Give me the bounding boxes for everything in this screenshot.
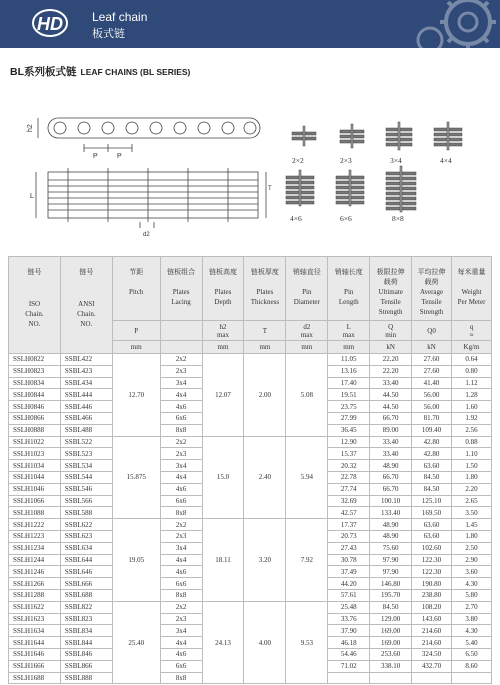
symbol-qw: q ≈	[452, 321, 492, 341]
company-logo-icon	[28, 6, 68, 40]
weight-cell	[452, 672, 492, 684]
table-row	[9, 519, 492, 531]
spec-table-body	[9, 354, 492, 684]
ansi-chain-cell: SSBL888	[60, 672, 112, 684]
ansi-chain-cell: SSBL423	[60, 365, 112, 377]
average-strength-cell: 214.60	[412, 637, 452, 649]
iso-chain-cell: SSLH1023	[9, 448, 61, 460]
weight-cell: 1.92	[452, 412, 492, 424]
ultimate-strength-cell: 253.60	[370, 648, 412, 660]
ansi-chain-cell: SSBL866	[60, 660, 112, 672]
iso-chain-cell: SSLH1623	[9, 613, 61, 625]
pin-length-cell: 36.45	[328, 424, 370, 436]
weight-cell: 2.56	[452, 424, 492, 436]
t-label: T	[268, 186, 272, 192]
ultimate-strength-cell: 100.10	[370, 495, 412, 507]
ultimate-strength-cell: 66.70	[370, 471, 412, 483]
iso-chain-cell: SSLH0822	[9, 354, 61, 366]
lacing-2x2-icon	[292, 126, 316, 146]
weight-cell: 1.10	[452, 448, 492, 460]
unit-q0: kN	[412, 341, 452, 354]
average-strength-cell: 42.80	[412, 436, 452, 448]
pin-diameter-cell: 5.08	[286, 354, 328, 437]
ultimate-strength-cell: 97.90	[370, 554, 412, 566]
iso-chain-cell: SSLH0888	[9, 424, 61, 436]
header-banner	[0, 0, 500, 48]
iso-chain-cell: SSLH1022	[9, 436, 61, 448]
ultimate-strength-cell: 195.70	[370, 589, 412, 601]
lacing-4x6-icon	[286, 170, 314, 206]
p-label-2: P	[117, 153, 122, 160]
lacing-cell: 8x8	[160, 589, 202, 601]
ultimate-strength-cell: 169.00	[370, 625, 412, 637]
pitch-cell: 19.05	[112, 519, 160, 602]
lacing-cell: 6x6	[160, 495, 202, 507]
ansi-chain-cell: SSBL522	[60, 436, 112, 448]
ultimate-strength-cell: 338.10	[370, 660, 412, 672]
lacing-cell: 3x4	[160, 625, 202, 637]
iso-chain-cell: SSLH1034	[9, 460, 61, 472]
average-strength-cell: 125.10	[412, 495, 452, 507]
weight-cell: 2.65	[452, 495, 492, 507]
ultimate-strength-cell: 133.40	[370, 507, 412, 519]
iso-chain-cell: SSLH1666	[9, 660, 61, 672]
weight-cell: 6.50	[452, 648, 492, 660]
ultimate-strength-cell: 84.50	[370, 601, 412, 613]
ansi-chain-cell: SSBL623	[60, 530, 112, 542]
symbol-l: L max	[328, 321, 370, 341]
lacing-cell: 3x4	[160, 542, 202, 554]
ansi-chain-cell: SSBL622	[60, 519, 112, 531]
average-strength-cell: 84.50	[412, 483, 452, 495]
chain-drawing	[0, 110, 500, 250]
average-strength-cell: 238.80	[412, 589, 452, 601]
average-strength-cell: 324.50	[412, 648, 452, 660]
ultimate-strength-cell: 48.90	[370, 519, 412, 531]
average-strength-cell: 42.80	[412, 448, 452, 460]
header-pin-length: 销轴长度 Pin Length	[328, 257, 370, 321]
header-pitch: 节距 Pitch	[112, 257, 160, 321]
ansi-chain-cell: SSBL834	[60, 625, 112, 637]
pin-length-cell: 32.69	[328, 495, 370, 507]
lacing-cell: 2x2	[160, 436, 202, 448]
iso-chain-cell: SSLH1044	[9, 471, 61, 483]
lacing-cell: 4x4	[160, 471, 202, 483]
average-strength-cell: 109.40	[412, 424, 452, 436]
lacing-cell: 4x4	[160, 389, 202, 401]
chain-side-view	[38, 118, 260, 152]
pin-length-cell: 71.02	[328, 660, 370, 672]
lacing-label: 4×4	[440, 156, 452, 165]
weight-cell: 2.50	[452, 542, 492, 554]
header-thickness: 链板厚度 Plates Thickness	[244, 257, 286, 321]
ansi-chain-cell: SSBL444	[60, 389, 112, 401]
lacing-cell: 2x3	[160, 448, 202, 460]
l-label: L	[30, 193, 34, 200]
p-label-1: P	[93, 153, 98, 160]
h2-label: h2	[27, 124, 34, 132]
pin-length-cell: 46.18	[328, 637, 370, 649]
iso-chain-cell: SSLH1266	[9, 578, 61, 590]
ultimate-strength-cell: 66.70	[370, 412, 412, 424]
average-strength-cell: 122.30	[412, 566, 452, 578]
weight-cell: 2.90	[452, 554, 492, 566]
average-strength-cell: 27.60	[412, 354, 452, 366]
lacing-label: 2×2	[292, 156, 304, 165]
ultimate-strength-cell: 48.90	[370, 530, 412, 542]
average-strength-cell: 63.60	[412, 519, 452, 531]
iso-chain-cell: SSLH1646	[9, 648, 61, 660]
ultimate-strength-cell: 146.80	[370, 578, 412, 590]
svg-text:HD: HD	[37, 14, 63, 34]
lacing-label: 6×6	[340, 214, 352, 223]
table-row	[9, 354, 492, 366]
header-ultimate-strength: 极限拉伸 载荷 Ultimate Tensile Strength	[370, 257, 412, 321]
pin-length-cell: 54.46	[328, 648, 370, 660]
ansi-chain-cell: SSBL644	[60, 554, 112, 566]
iso-chain-cell: SSLH1622	[9, 601, 61, 613]
pitch-cell: 15.875	[112, 436, 160, 519]
lacing-cell: 8x8	[160, 672, 202, 684]
symbol-d2: d2 max	[286, 321, 328, 341]
ultimate-strength-cell: 22.20	[370, 365, 412, 377]
lacing-cell: 3x4	[160, 460, 202, 472]
ultimate-strength-cell: 89.00	[370, 424, 412, 436]
lacing-label: 8×8	[392, 214, 404, 223]
iso-chain-cell: SSLH1644	[9, 637, 61, 649]
lacing-cell: 4x6	[160, 401, 202, 413]
ansi-chain-cell: SSBL566	[60, 495, 112, 507]
ultimate-strength-cell: 66.70	[370, 483, 412, 495]
lacing-cell: 2x3	[160, 530, 202, 542]
weight-cell: 1.60	[452, 401, 492, 413]
iso-chain-cell: SSLH1046	[9, 483, 61, 495]
chain-diagrams	[0, 110, 500, 250]
ansi-chain-cell: SSBL666	[60, 578, 112, 590]
average-strength-cell: 63.60	[412, 460, 452, 472]
lacing-cell: 4x4	[160, 637, 202, 649]
iso-chain-cell: SSLH1288	[9, 589, 61, 601]
lacing-cell: 6x6	[160, 660, 202, 672]
unit-t: mm	[244, 341, 286, 354]
weight-cell: 4.30	[452, 578, 492, 590]
section-title-en: LEAF CHAINS (BL SERIES)	[80, 67, 191, 77]
weight-cell: 1.80	[452, 471, 492, 483]
weight-cell: 3.60	[452, 566, 492, 578]
lacing-cell: 4x6	[160, 566, 202, 578]
ansi-chain-cell: SSBL534	[60, 460, 112, 472]
weight-cell: 3.50	[452, 507, 492, 519]
symbol-p: P	[112, 321, 160, 341]
header-pin-diameter: 销轴直径 Pin Diameter	[286, 257, 328, 321]
lacing-2x3-icon	[340, 124, 364, 148]
pin-length-cell: 17.37	[328, 519, 370, 531]
ultimate-strength-cell: 33.40	[370, 448, 412, 460]
pin-length-cell: 57.61	[328, 589, 370, 601]
ultimate-strength-cell: 129.00	[370, 613, 412, 625]
weight-cell: 0.88	[452, 436, 492, 448]
iso-chain-cell: SSLH0823	[9, 365, 61, 377]
lacing-6x6-icon	[336, 170, 364, 206]
iso-chain-cell: SSLH1246	[9, 566, 61, 578]
iso-chain-cell: SSLH0844	[9, 389, 61, 401]
lacing-cell: 4x6	[160, 483, 202, 495]
pin-length-cell: 42.57	[328, 507, 370, 519]
chain-top-view	[36, 168, 266, 228]
average-strength-cell: 143.60	[412, 613, 452, 625]
iso-chain-cell: SSLH1688	[9, 672, 61, 684]
pin-diameter-cell: 9.53	[286, 601, 328, 684]
unit-h2: mm	[202, 341, 244, 354]
header-weight: 每米重量 Weight Per Meter	[452, 257, 492, 321]
symbol-q: Q min	[370, 321, 412, 341]
iso-chain-cell: SSLH1223	[9, 530, 61, 542]
average-strength-cell: 432.70	[412, 660, 452, 672]
weight-cell: 0.80	[452, 365, 492, 377]
average-strength-cell: 63.60	[412, 530, 452, 542]
weight-cell: 2.20	[452, 483, 492, 495]
section-title	[10, 64, 190, 79]
ansi-chain-cell: SSBL823	[60, 613, 112, 625]
ansi-chain-cell: SSBL446	[60, 401, 112, 413]
ansi-chain-cell: SSBL822	[60, 601, 112, 613]
depth-cell: 24.13	[202, 601, 244, 684]
pin-diameter-cell: 7.92	[286, 519, 328, 602]
weight-cell: 1.50	[452, 460, 492, 472]
pin-length-cell: 37.90	[328, 625, 370, 637]
pin-length-cell: 25.48	[328, 601, 370, 613]
average-strength-cell	[412, 672, 452, 684]
thickness-cell: 2.00	[244, 354, 286, 437]
lacing-cell: 2x3	[160, 613, 202, 625]
average-strength-cell: 41.40	[412, 377, 452, 389]
thickness-cell: 3.20	[244, 519, 286, 602]
symbol-h2: h2 max	[202, 321, 244, 341]
average-strength-cell: 108.20	[412, 601, 452, 613]
header-average-strength: 平均拉伸 载荷 Average Tensile Strength	[412, 257, 452, 321]
section-title-cn: BL系列板式链	[10, 66, 77, 78]
thickness-cell: 4.00	[244, 601, 286, 684]
pin-length-cell: 33.76	[328, 613, 370, 625]
weight-cell: 3.80	[452, 613, 492, 625]
weight-cell: 5.80	[452, 589, 492, 601]
ultimate-strength-cell: 22.20	[370, 354, 412, 366]
header-ansi-chain: 链号 ANSI Chain. NO.	[60, 257, 112, 354]
ultimate-strength-cell: 44.50	[370, 389, 412, 401]
average-strength-cell: 56.00	[412, 401, 452, 413]
pin-length-cell: 17.40	[328, 377, 370, 389]
lacing-4x4-icon	[434, 122, 462, 150]
average-strength-cell: 122.30	[412, 554, 452, 566]
unit-d2: mm	[286, 341, 328, 354]
pin-length-cell: 12.90	[328, 436, 370, 448]
average-strength-cell: 190.80	[412, 578, 452, 590]
iso-chain-cell: SSLH1066	[9, 495, 61, 507]
lacing-cell: 6x6	[160, 578, 202, 590]
pin-length-cell: 27.74	[328, 483, 370, 495]
pin-length-cell: 20.32	[328, 460, 370, 472]
ultimate-strength-cell: 75.60	[370, 542, 412, 554]
ansi-chain-cell: SSBL844	[60, 637, 112, 649]
iso-chain-cell: SSLH1244	[9, 554, 61, 566]
lacing-cell: 2x2	[160, 354, 202, 366]
symbol-q0: Q0	[412, 321, 452, 341]
depth-cell: 15.0	[202, 436, 244, 519]
header-lacing: 链板组合 Plates Lacing	[160, 257, 202, 321]
pin-diameter-cell: 5.94	[286, 436, 328, 519]
weight-cell: 1.80	[452, 530, 492, 542]
unit-qw: Kg/m	[452, 341, 492, 354]
lacing-cell: 2x2	[160, 601, 202, 613]
weight-cell: 5.40	[452, 637, 492, 649]
lacing-label: 3×4	[390, 156, 402, 165]
table-row	[9, 601, 492, 613]
header-iso-chain: 链号 ISO Chain. NO.	[9, 257, 61, 354]
pin-length-cell: 19.51	[328, 389, 370, 401]
ansi-chain-cell: SSBL588	[60, 507, 112, 519]
gear-decoration-icon	[410, 0, 500, 48]
thickness-cell: 2.40	[244, 436, 286, 519]
pitch-cell: 25.40	[112, 601, 160, 684]
ansi-chain-cell: SSBL434	[60, 377, 112, 389]
ultimate-strength-cell: 44.50	[370, 401, 412, 413]
pin-length-cell: 27.99	[328, 412, 370, 424]
depth-cell: 12.07	[202, 354, 244, 437]
weight-cell: 2.70	[452, 601, 492, 613]
ansi-chain-cell: SSBL523	[60, 448, 112, 460]
ultimate-strength-cell: 97.90	[370, 566, 412, 578]
ultimate-strength-cell: 33.40	[370, 436, 412, 448]
lacing-label: 2×3	[340, 156, 352, 165]
pin-length-cell: 22.78	[328, 471, 370, 483]
pin-length-cell: 13.16	[328, 365, 370, 377]
pin-length-cell: 23.75	[328, 401, 370, 413]
lacing-8x8-icon	[386, 166, 416, 212]
iso-chain-cell: SSLH0866	[9, 412, 61, 424]
lacing-cell: 4x6	[160, 648, 202, 660]
weight-cell: 0.64	[452, 354, 492, 366]
ansi-chain-cell: SSBL488	[60, 424, 112, 436]
weight-cell: 1.12	[452, 377, 492, 389]
average-strength-cell: 27.60	[412, 365, 452, 377]
average-strength-cell: 56.00	[412, 389, 452, 401]
weight-cell: 4.30	[452, 625, 492, 637]
lacing-cell: 4x4	[160, 554, 202, 566]
ansi-chain-cell: SSBL546	[60, 483, 112, 495]
iso-chain-cell: SSLH1634	[9, 625, 61, 637]
weight-cell: 1.28	[452, 389, 492, 401]
table-row	[9, 436, 492, 448]
iso-chain-cell: SSLH1222	[9, 519, 61, 531]
pin-length-cell: 27.43	[328, 542, 370, 554]
header-title-en: Leaf chain	[92, 10, 148, 24]
spec-table	[8, 256, 492, 684]
ultimate-strength-cell: 169.00	[370, 637, 412, 649]
pin-length-cell: 44.20	[328, 578, 370, 590]
ultimate-strength-cell: 48.90	[370, 460, 412, 472]
unit-p: mm	[112, 341, 160, 354]
ansi-chain-cell: SSBL544	[60, 471, 112, 483]
average-strength-cell: 102.60	[412, 542, 452, 554]
depth-cell: 18.11	[202, 519, 244, 602]
pin-length-cell: 11.05	[328, 354, 370, 366]
iso-chain-cell: SSLH1234	[9, 542, 61, 554]
unit-empty	[160, 341, 202, 354]
iso-chain-cell: SSLH1088	[9, 507, 61, 519]
lacing-cell: 3x4	[160, 377, 202, 389]
header-title-cn: 板式链	[92, 28, 125, 40]
unit-l: mm	[328, 341, 370, 354]
ansi-chain-cell: SSBL846	[60, 648, 112, 660]
symbol-t: T	[244, 321, 286, 341]
unit-q: kN	[370, 341, 412, 354]
lacing-cell: 8x8	[160, 507, 202, 519]
iso-chain-cell: SSLH0846	[9, 401, 61, 413]
pin-length-cell: 30.78	[328, 554, 370, 566]
ansi-chain-cell: SSBL646	[60, 566, 112, 578]
ultimate-strength-cell	[370, 672, 412, 684]
header-depth: 链板高度 Plates Depth	[202, 257, 244, 321]
pin-length-cell: 20.73	[328, 530, 370, 542]
iso-chain-cell: SSLH0834	[9, 377, 61, 389]
ansi-chain-cell: SSBL466	[60, 412, 112, 424]
lacing-cell: 2x2	[160, 519, 202, 531]
average-strength-cell: 81.70	[412, 412, 452, 424]
symbol-empty	[160, 321, 202, 341]
average-strength-cell: 169.50	[412, 507, 452, 519]
ansi-chain-cell: SSBL634	[60, 542, 112, 554]
pin-length-cell: 15.37	[328, 448, 370, 460]
pin-length-cell: 37.49	[328, 566, 370, 578]
lacing-cell: 2x3	[160, 365, 202, 377]
average-strength-cell: 214.60	[412, 625, 452, 637]
weight-cell: 8.60	[452, 660, 492, 672]
ansi-chain-cell: SSBL422	[60, 354, 112, 366]
lacing-3x4-icon	[386, 122, 412, 150]
pin-length-cell	[328, 672, 370, 684]
weight-cell: 1.45	[452, 519, 492, 531]
d2-label: d2	[143, 232, 150, 238]
pitch-cell: 12.70	[112, 354, 160, 437]
ultimate-strength-cell: 33.40	[370, 377, 412, 389]
average-strength-cell: 84.50	[412, 471, 452, 483]
lacing-label: 4×6	[290, 214, 302, 223]
lacing-cell: 6x6	[160, 412, 202, 424]
ansi-chain-cell: SSBL688	[60, 589, 112, 601]
lacing-cell: 8x8	[160, 424, 202, 436]
